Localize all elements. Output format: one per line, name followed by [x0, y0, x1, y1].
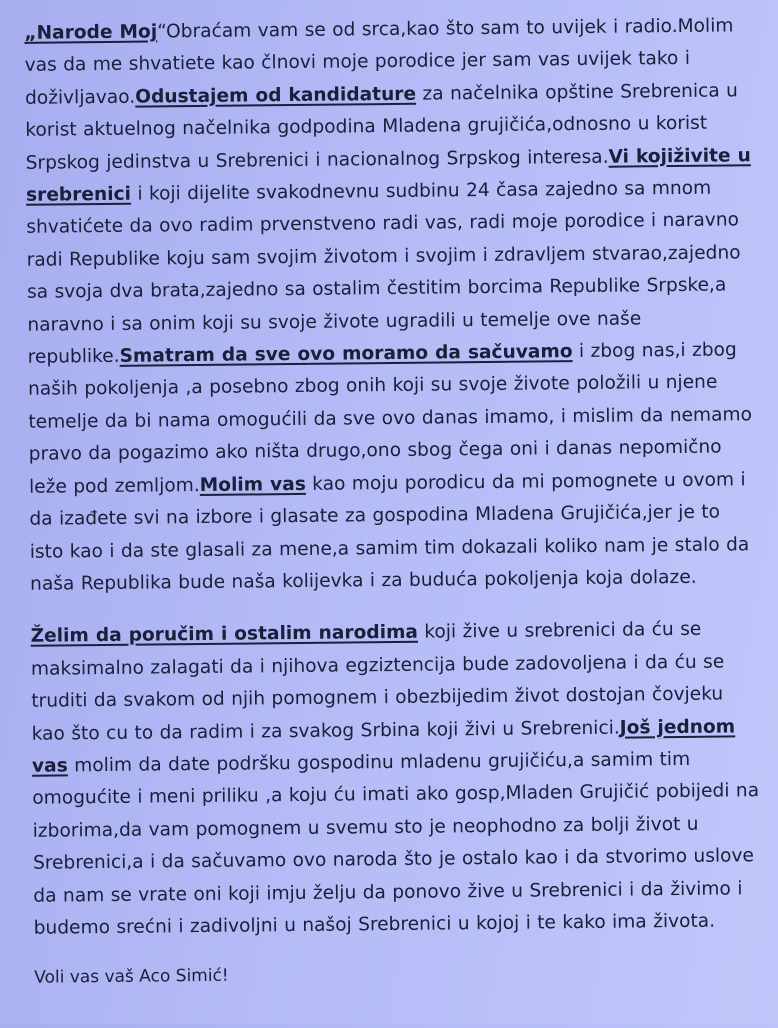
letter-text: i koji dijelite svakodnevnu sudbinu 24 časa zajedno sa mnom shvatićete da ovo radim prvenstveno radi vas, radi moje porodice i naravno radi Republike koju sam svojim životom i svojim i zdravljem stvarao,zajedno sa svoja dva brata,zajedno sa ostalim čestitim borcima Republike Srpske,a naravno i sa onim koji su svoje živote ugradili u temelje ove naše republike. — [26, 177, 741, 368]
letter-paragraph-1 — [24, 10, 758, 601]
letter-text: molim da date podršku gospodinu mladenu grujičiću,a samim tim omogućite i meni priliku ,a koju ću imati ako gosp,Mladen Grujičić pobijedi na izborima,da vam pomognem u svemu sto je neophodno za bolji život u Srebrenici,a i da sačuvamo ovo naroda što je ostalo kao i da stvorimo uslove da nam se vrate oni koji imju želju da ponovo žive u Srebrenici i da živimo i budemo srećni i zadivoljni u našoj Srebrenici u kojoj i te kako ima života. — [32, 748, 760, 939]
greeting: „Narode Moj — [24, 21, 158, 44]
letter-text: “Obraćam vam se od srca,kao što sam to uvijek i radio.Molim vas da me shvatiete kao člnovi moje porodice jer sam vas uvijek tako i doživljavao. — [24, 15, 734, 109]
letter-text: i zbog nas,i zbog naših pokoljenja ,a posebno zbog onih koji su svoje živote položili u njene temelje da bi nama omogućili da sve ovo danas imamo, i mislim da nemamo pravo da pogazimo ako ništa drugo,ono sbog čega oni i danas nepomično leže pod zemljom. — [27, 339, 753, 498]
letter-text: za načelnika opštine Srebrenica u korist aktuelnog načelnika godpodina Mladena grujičića,odnosno u korist Srpskog jedinstva u Srebrenici i nacionalnog Srpskog interesa. — [25, 80, 738, 174]
highlight-other-peoples: Želim da poručim i ostalim narodima — [30, 622, 419, 648]
signature: Voli vas vaš Aco Simić! — [34, 966, 229, 989]
letter-paragraph-2 — [30, 613, 761, 945]
letter-text: koji žive u srebrenici da ću se maksimalno zalagati da i njihova egziztencija bude zadovoljena i da ću se truditi da svakom od njih pomognem i obezbijedim život dostojan čovjeku kao što cu to da radim i za svakog Srbina koji živi u Srebrenici. — [30, 619, 725, 745]
highlight-once-more: Još jednom vas — [31, 715, 736, 777]
letter-text: kao moju porodicu da mi pomognete u ovom i da izađete svi na izbore i glasate za gospodina Mladena Grujičića,jer je to isto kao i da ste glasali za mene,a samim tim dokazali koliko nam je stalo da naša Republika bude naša kolijevka i za buduća pokoljenja koja dolaze. — [29, 468, 750, 595]
highlight-request: Molim vas — [199, 473, 306, 496]
highlight-preserve: Smatram da sve ovo moramo da sačuvamo — [119, 341, 573, 367]
highlight-withdrawal: Odustajem od kandidature — [135, 83, 417, 108]
highlight-residents: Vi kojiživite u srebrenici — [25, 144, 751, 206]
